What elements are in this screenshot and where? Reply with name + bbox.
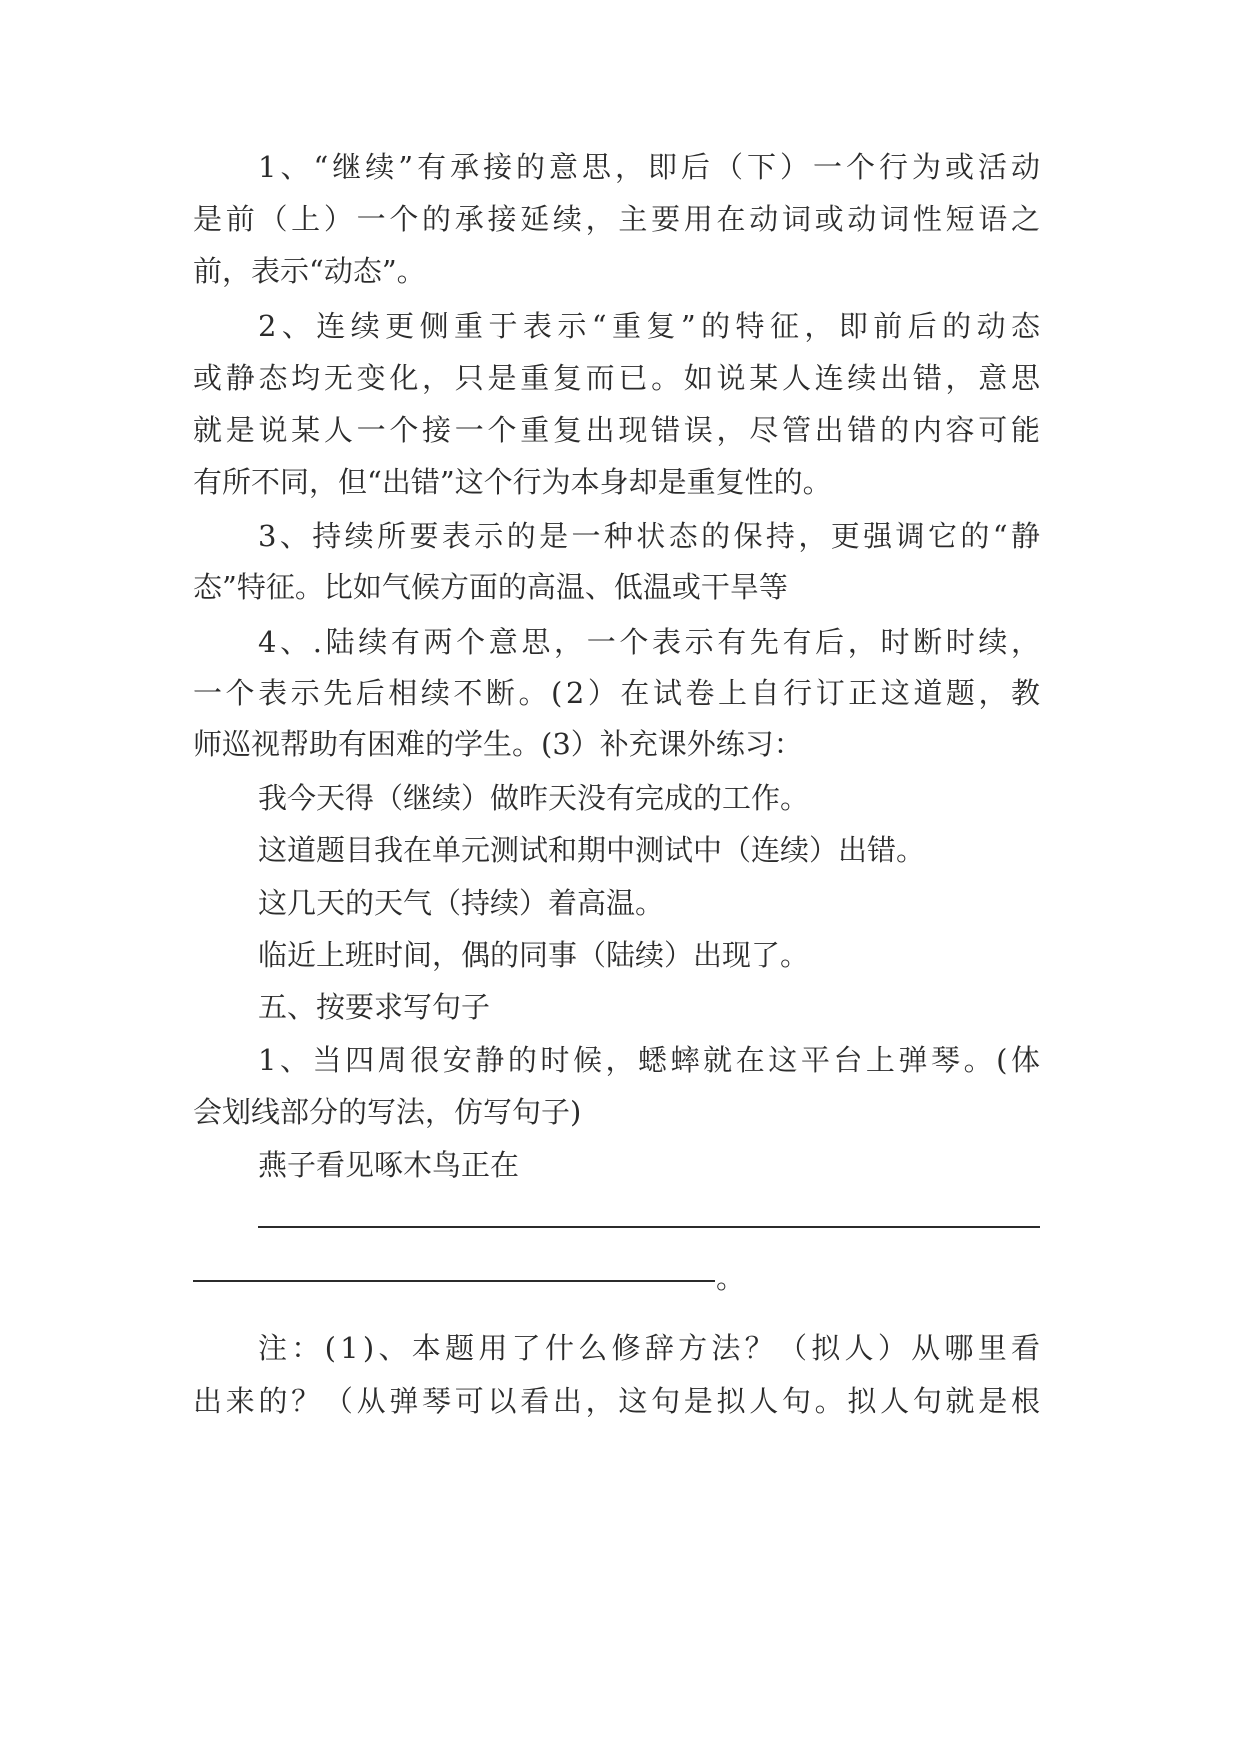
section-heading: 五、按要求写句子: [258, 990, 491, 1024]
exercise-sentence-4: 临近上班时间，偶的同事（陆续）出现了。: [258, 938, 810, 972]
answer-blank-line-1[interactable]: [258, 1226, 1040, 1228]
paragraph-4-line-3: 师巡视帮助有困难的学生。(3）补充课外练习：: [193, 727, 803, 761]
answer-blank-line-2[interactable]: [193, 1280, 715, 1282]
paragraph-4-line-2: 一个表示先后相续不断。(2）在试卷上自行订正这道题，教: [193, 676, 1044, 710]
paragraph-2-line-3: 就是说某人一个接一个重复出现错误，尽管出错的内容可能: [193, 413, 1044, 447]
exercise-sentence-3: 这几天的天气（持续）着高温。: [258, 886, 665, 920]
task-1-line-1: 1、当四周很安静的时候，蟋蟀就在这平台上弹琴。(体: [258, 1043, 1044, 1077]
paragraph-2-line-4: 有所不同，但“出错”这个行为本身却是重复性的。: [193, 465, 832, 499]
answer-end-mark: 。: [716, 1261, 746, 1295]
exercise-sentence-2: 这道题目我在单元测试和期中测试中（连续）出错。: [258, 833, 926, 867]
paragraph-4-line-1: 4、.陆续有两个意思，一个表示有先有后，时断时续，: [258, 625, 1044, 659]
paragraph-1-line-3: 前，表示“动态”。: [193, 254, 426, 288]
paragraph-2-line-1: 2、连续更侧重于表示“重复”的特征，即前后的动态: [258, 309, 1046, 343]
exercise-sentence-1: 我今天得（继续）做昨天没有完成的工作。: [258, 781, 810, 815]
paragraph-3-line-1: 3、持续所要表示的是一种状态的保持，更强调它的“静: [258, 519, 1044, 553]
paragraph-3-line-2: 态”特征。比如气候方面的高温、低温或干旱等: [193, 570, 788, 604]
paragraph-1-line-1: 1、“继续”有承接的意思，即后（下）一个行为或活动: [258, 150, 1044, 184]
prompt-sentence: 燕子看见啄木鸟正在: [258, 1148, 520, 1182]
paragraph-2-line-2: 或静态均无变化，只是重复而已。如说某人连续出错，意思: [193, 361, 1044, 395]
note-line-2: 出来的？（从弹琴可以看出，这句是拟人句。拟人句就是根: [193, 1384, 1044, 1418]
task-1-line-2: 会划线部分的写法，仿写句子): [193, 1095, 582, 1129]
paragraph-1-line-2: 是前（上）一个的承接延续，主要用在动词或动词性短语之: [193, 202, 1044, 236]
note-line-1: 注：(1)、本题用了什么修辞方法？（拟人）从哪里看: [258, 1331, 1045, 1365]
